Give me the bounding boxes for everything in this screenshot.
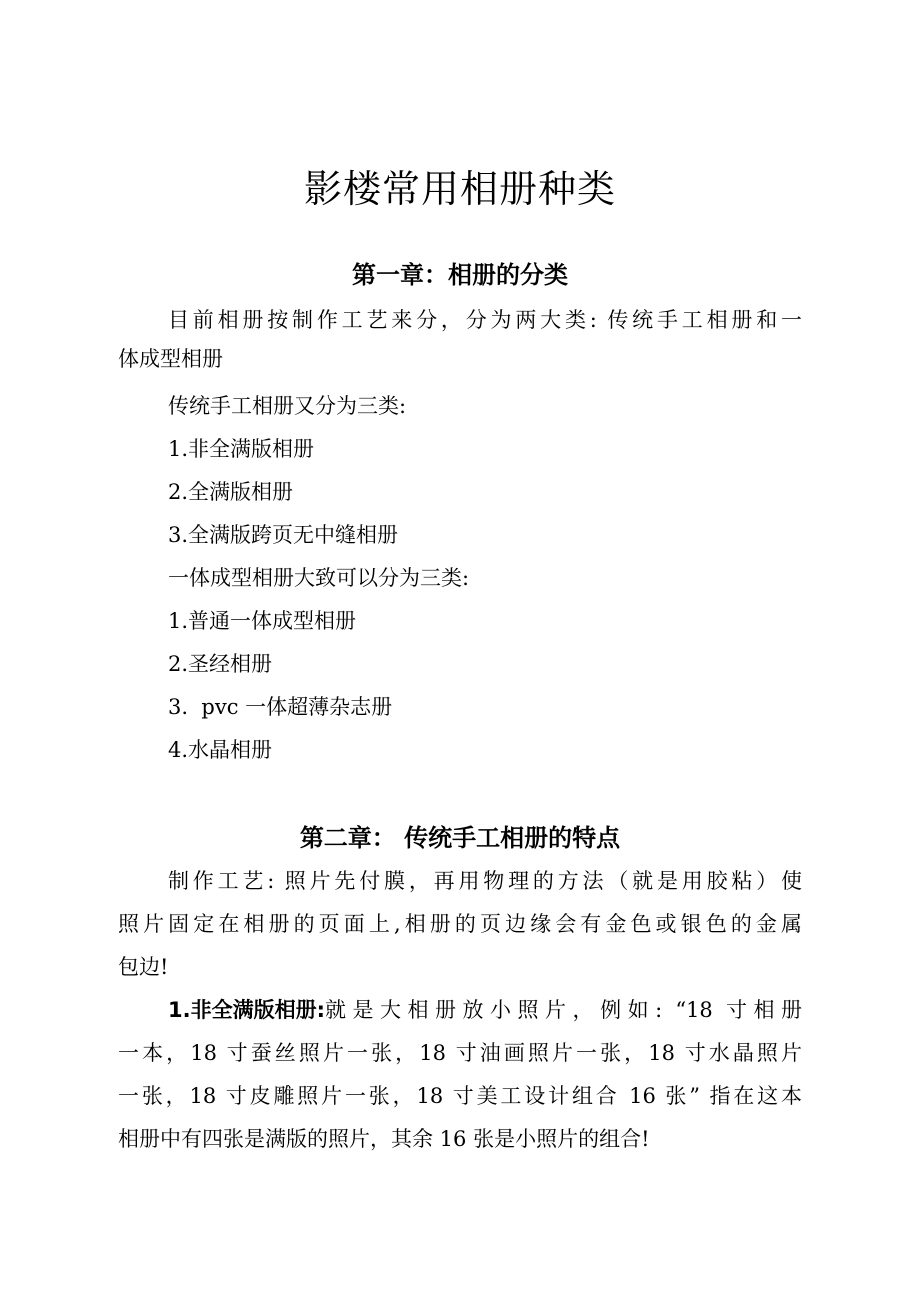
paragraph-line: 目前相册按制作工艺来分，分为两大类: 传统手工相册和一 [168,308,802,332]
chapter2-body [118,860,802,1161]
section-label: 一体成型相册大致可以分为三类: [168,566,470,590]
list-item: 1.普通一体成型相册 [168,609,357,633]
paragraph-line: 包边! [118,955,169,979]
paragraph-line: 就是大相册放小照片，例如: “18 寸相册 [325,998,802,1022]
list-item: 1.非全满版相册 [168,437,315,461]
paragraph-line: 一本，18 寸蚕丝照片一张，18 寸油画照片一张，18 寸水晶照片 [118,1041,802,1065]
section-label: 传统手工相册又分为三类: [168,394,407,418]
paragraph-line: 相册中有四张是满版的照片，其余 16 张是小照片的组合! [118,1127,650,1151]
document-title: 影楼常用相册种类 [303,167,616,211]
chapter1-body [118,299,802,772]
paragraph-line: 一张，18 寸皮雕照片一张，18 寸美工设计组合 16 张” 指在这本 [118,1084,802,1108]
list-item: 4.水晶相册 [168,738,273,762]
paragraph-line: 体成型相册 [118,347,223,371]
list-item: 3.全满版跨页无中缝相册 [168,523,399,547]
list-item: 2.全满版相册 [168,480,294,504]
chapter2-heading: 第二章： 传统手工相册的特点 [299,824,621,852]
item1-first-line [118,989,802,1032]
paragraph-line: 制作工艺: 照片先付膜，再用物理的方法（就是用胶粘）使 [168,869,802,893]
list-item: 3. pvc 一体超薄杂志册 [168,695,393,719]
paragraph-line: 照片固定在相册的页面上,相册的页边缘会有金色或银色的金属 [118,912,802,936]
item1-bold-label: 1.非全满版相册: [168,998,325,1022]
chapter1-heading: 第一章：相册的分类 [352,261,568,289]
list-item: 2.圣经相册 [168,652,273,676]
